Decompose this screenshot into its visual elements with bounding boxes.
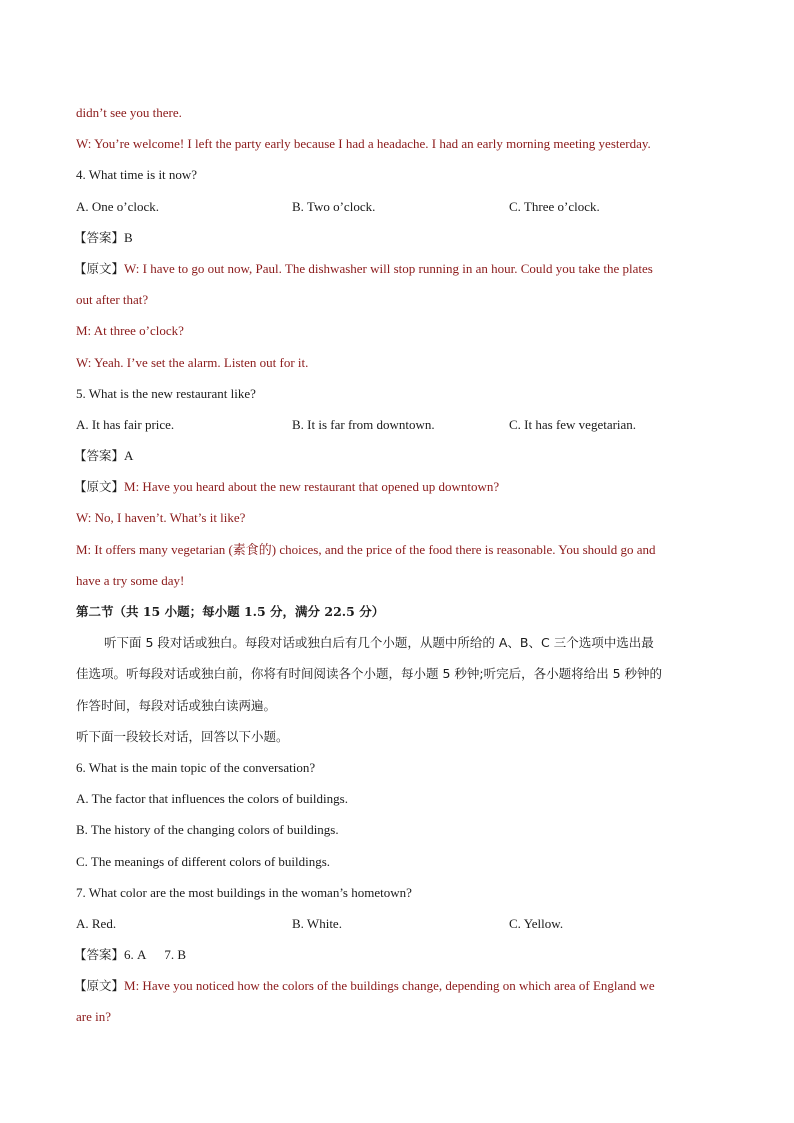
transcript-line: are in? (76, 1009, 112, 1025)
transcript-line (76, 471, 720, 502)
transcript-line: W: You’re welcome! I left the party early because I had a headache. I had an early morning meeting yesterday. (76, 136, 651, 152)
transcript-text: M: Have you heard about the new restaurant that opened up downtown? (124, 479, 500, 495)
answer-4 (76, 222, 720, 253)
transcript-line: M: It offers many vegetarian (素食的) choices, and the price of the food there is reasonable. You should go and (76, 541, 656, 557)
transcript-line: W: Yeah. I’ve set the alarm. Listen out for it. (76, 354, 309, 370)
option-c: C. The meanings of different colors of buildings. (76, 853, 331, 869)
transcript-line: didn’t see you there. (76, 105, 182, 120)
instruction-line: 听下面 5 段对话或独白。每段对话或独白后有几个小题，从题中所给的 A、B、C 三个选项中选出最 (104, 635, 654, 651)
section-heading: 第二节（共 15 小题；每小题 1.5 分，满分 22.5 分） (76, 604, 385, 619)
option-b: B. White. (292, 915, 342, 931)
option-b: B. The history of the changing colors of buildings. (76, 822, 339, 838)
answer-value: 7. B (164, 947, 187, 963)
instruction-line: 作答时间，每段对话或独白读两遍。 (76, 697, 277, 713)
answer-value: 6. A (124, 947, 147, 963)
option-b: B. It is far from downtown. (292, 416, 435, 432)
transcript-text: M: Have you noticed how the colors of the buildings change, depending on which area of England we (124, 978, 655, 994)
instruction-line: 听下面一段较长对话，回答以下小题。 (76, 728, 289, 744)
answer-tag: 【答案】 (74, 947, 125, 963)
answer-value: B (124, 229, 133, 245)
option-a: A. The factor that influences the colors of buildings. (76, 791, 348, 807)
answer-tag: 【答案】 (74, 229, 125, 245)
transcript-tag: 【原文】 (74, 479, 125, 495)
transcript-line: have a try some day! (76, 572, 185, 588)
answer-6-7 (76, 939, 720, 970)
transcript-line (76, 970, 720, 1001)
question-5: 5. What is the new restaurant like? (76, 385, 256, 401)
transcript-tag: 【原文】 (74, 978, 125, 994)
question-6: 6. What is the main topic of the conversation? (76, 759, 316, 775)
answer-5 (76, 440, 720, 471)
option-c: C. Yellow. (509, 915, 564, 931)
instruction-line: 佳选项。听每段对话或独白前，你将有时间阅读各个小题，每小题 5 秒钟;听完后，各小题将给出 5 秒钟的 (76, 666, 663, 682)
option-a: A. Red. (76, 915, 117, 931)
question-7-options (76, 908, 720, 939)
question-5-options (76, 409, 720, 440)
transcript-line (76, 253, 720, 284)
question-4-options (76, 191, 720, 222)
transcript-line: W: No, I haven’t. What’s it like? (76, 510, 246, 526)
transcript-line: out after that? (76, 292, 149, 308)
option-a: A. It has fair price. (76, 416, 175, 432)
question-4: 4. What time is it now? (76, 167, 198, 183)
option-c: C. Three o’clock. (509, 198, 600, 214)
question-7: 7. What color are the most buildings in the woman’s hometown? (76, 884, 412, 900)
answer-value: A (124, 448, 134, 464)
document-page (76, 97, 720, 1033)
transcript-line: M: At three o’clock? (76, 323, 184, 339)
option-c: C. It has few vegetarian. (509, 416, 637, 432)
option-b: B. Two o’clock. (292, 198, 376, 214)
transcript-text: W: I have to go out now, Paul. The dishwasher will stop running in an hour. Could you take the plates (124, 260, 653, 276)
transcript-tag: 【原文】 (74, 260, 125, 276)
answer-tag: 【答案】 (74, 448, 125, 464)
option-a: A. One o’clock. (76, 198, 160, 214)
